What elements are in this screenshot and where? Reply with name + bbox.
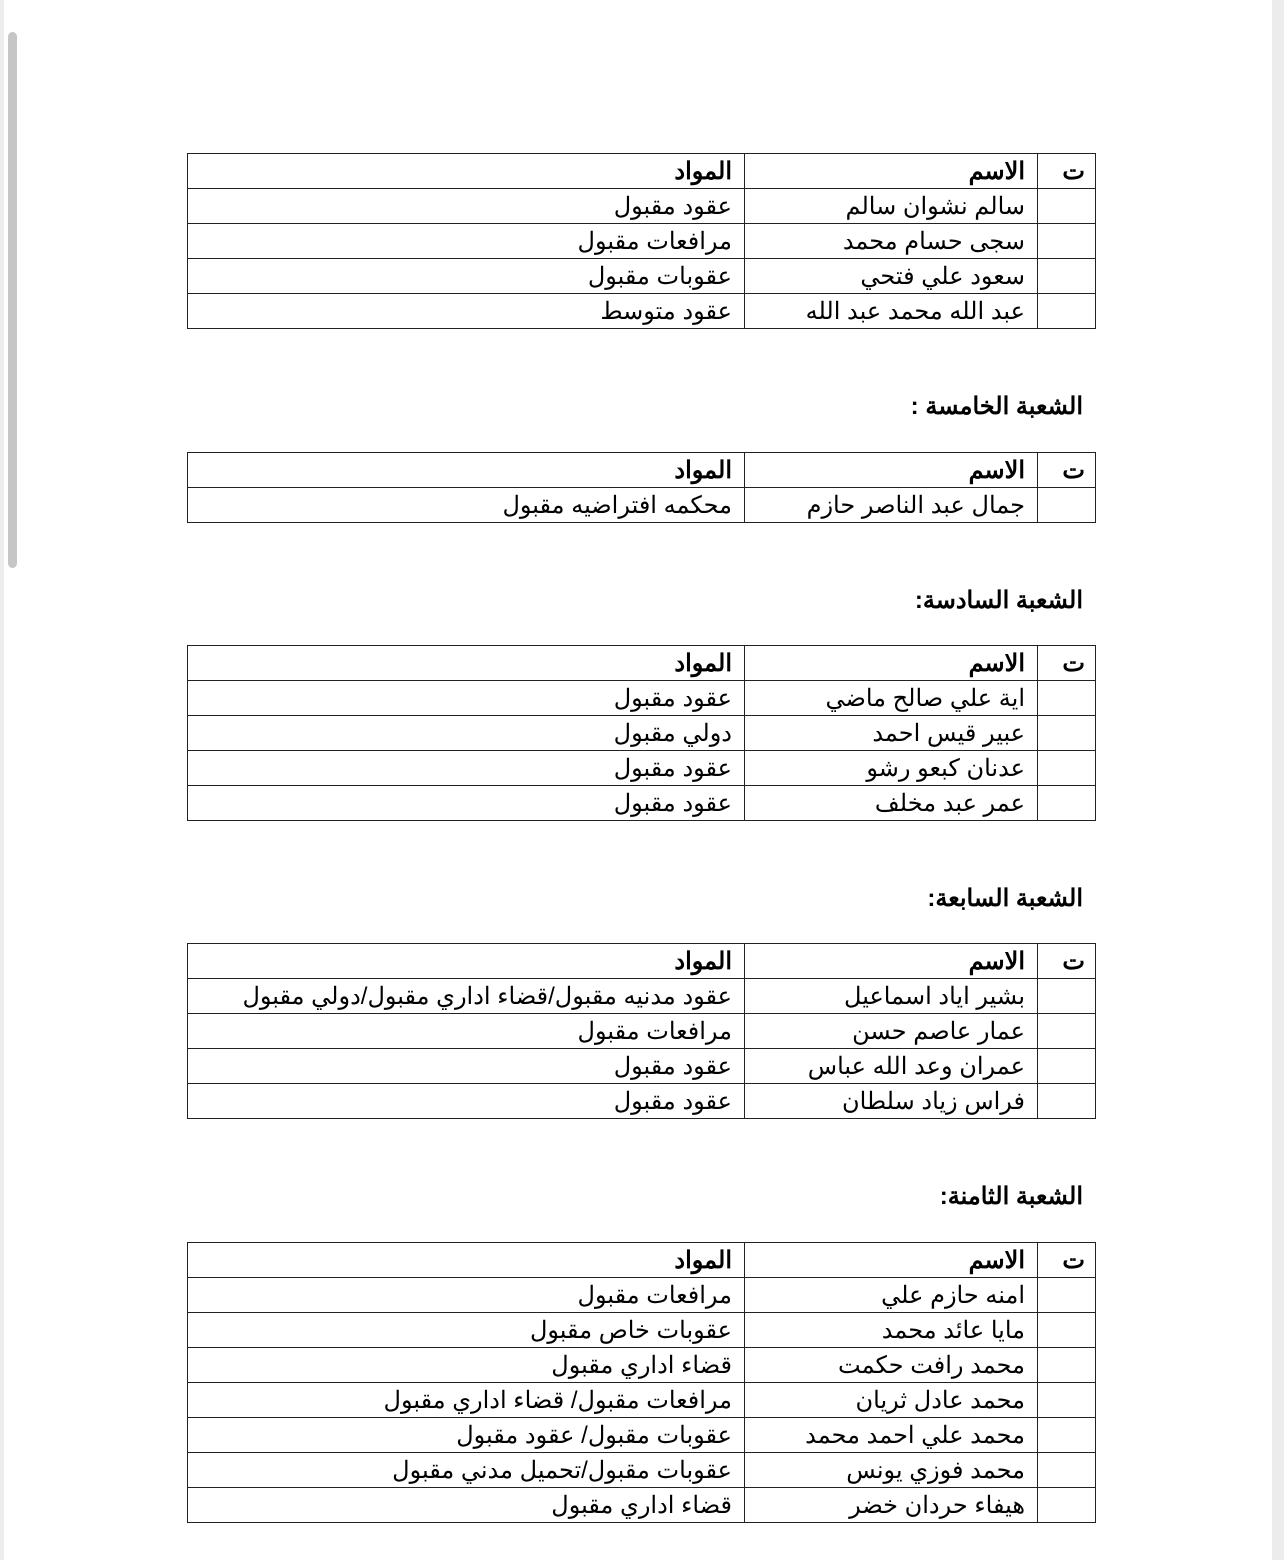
table-header-row — [188, 944, 1096, 979]
student-name-cell: امنه حازم علي — [745, 1278, 1038, 1313]
students-table — [187, 645, 1096, 821]
serial-cell — [1038, 189, 1096, 224]
subjects-cell: عقوبات مقبول/ عقود مقبول — [188, 1418, 745, 1453]
table-row — [188, 1348, 1096, 1383]
table-row — [188, 1278, 1096, 1313]
student-name-cell: سالم نشوان سالم — [745, 189, 1038, 224]
subjects-cell: قضاء اداري مقبول — [188, 1348, 745, 1383]
table-header-row — [188, 154, 1096, 189]
serial-cell — [1038, 716, 1096, 751]
table-header-row — [188, 1243, 1096, 1278]
subjects-cell: عقوبات خاص مقبول — [188, 1313, 745, 1348]
header-name: الاسم — [745, 154, 1038, 189]
table-row — [188, 1084, 1096, 1119]
serial-cell — [1038, 1313, 1096, 1348]
header-t: ت — [1038, 453, 1096, 488]
serial-cell — [1038, 224, 1096, 259]
student-name-cell: عمر عبد مخلف — [745, 786, 1038, 821]
student-name-cell: محمد رافت حكمت — [745, 1348, 1038, 1383]
header-subjects: المواد — [188, 154, 745, 189]
serial-cell — [1038, 488, 1096, 523]
serial-cell — [1038, 1418, 1096, 1453]
student-name-cell: عمران وعد الله عباس — [745, 1049, 1038, 1084]
serial-cell — [1038, 786, 1096, 821]
student-name-cell: فراس زياد سلطان — [745, 1084, 1038, 1119]
serial-cell — [1038, 1049, 1096, 1084]
student-name-cell: محمد فوزي يونس — [745, 1453, 1038, 1488]
serial-cell — [1038, 751, 1096, 786]
subjects-cell: دولي مقبول — [188, 716, 745, 751]
subjects-cell: عقود مقبول — [188, 786, 745, 821]
student-name-cell: سجى حسام محمد — [745, 224, 1038, 259]
table-row — [188, 1014, 1096, 1049]
subjects-cell: مرافعات مقبول — [188, 1278, 745, 1313]
subjects-cell: عقود مقبول — [188, 751, 745, 786]
subjects-cell: عقود متوسط — [188, 294, 745, 329]
student-name-cell: جمال عبد الناصر حازم — [745, 488, 1038, 523]
header-name: الاسم — [745, 453, 1038, 488]
header-name: الاسم — [745, 646, 1038, 681]
student-name-cell: عبد الله محمد عبد الله — [745, 294, 1038, 329]
section-heading: الشعبة الخامسة : — [910, 393, 1083, 420]
student-name-cell: عدنان كبعو رشو — [745, 751, 1038, 786]
header-subjects: المواد — [188, 646, 745, 681]
table-row — [188, 189, 1096, 224]
section-heading: الشعبة السادسة: — [914, 587, 1083, 614]
student-name-cell: هيفاء حردان خضر — [745, 1488, 1038, 1523]
subjects-cell: عقود مقبول — [188, 1084, 745, 1119]
student-name-cell: عمار عاصم حسن — [745, 1014, 1038, 1049]
table-row — [188, 488, 1096, 523]
table-row — [188, 294, 1096, 329]
header-subjects: المواد — [188, 1243, 745, 1278]
table-header-row — [188, 453, 1096, 488]
header-t: ت — [1038, 154, 1096, 189]
section-heading: الشعبة الثامنة: — [939, 1183, 1083, 1210]
serial-cell — [1038, 1348, 1096, 1383]
subjects-cell: مرافعات مقبول — [188, 1014, 745, 1049]
serial-cell — [1038, 1014, 1096, 1049]
student-name-cell: عبير قيس احمد — [745, 716, 1038, 751]
student-name-cell: بشير اياد اسماعيل — [745, 979, 1038, 1014]
table-row — [188, 1383, 1096, 1418]
serial-cell — [1038, 259, 1096, 294]
subjects-cell: عقوبات مقبول — [188, 259, 745, 294]
subjects-cell: قضاء اداري مقبول — [188, 1488, 745, 1523]
serial-cell — [1038, 1278, 1096, 1313]
subjects-cell: عقود مقبول — [188, 189, 745, 224]
subjects-cell: مرافعات مقبول — [188, 224, 745, 259]
subjects-cell: عقود مقبول — [188, 1049, 745, 1084]
table-row — [188, 979, 1096, 1014]
vertical-scrollbar[interactable] — [8, 32, 17, 568]
student-name-cell: سعود علي فتحي — [745, 259, 1038, 294]
serial-cell — [1038, 979, 1096, 1014]
header-subjects: المواد — [188, 453, 745, 488]
students-table — [187, 1242, 1096, 1523]
students-table — [187, 943, 1096, 1119]
student-name-cell: مايا عائد محمد — [745, 1313, 1038, 1348]
header-t: ت — [1038, 944, 1096, 979]
table-row — [188, 1418, 1096, 1453]
subjects-cell: مرافعات مقبول/ قضاء اداري مقبول — [188, 1383, 745, 1418]
table-row — [188, 224, 1096, 259]
subjects-cell: محكمه افتراضيه مقبول — [188, 488, 745, 523]
header-t: ت — [1038, 646, 1096, 681]
serial-cell — [1038, 1453, 1096, 1488]
section-heading: الشعبة السابعة: — [927, 885, 1083, 912]
student-name-cell: محمد عادل ثريان — [745, 1383, 1038, 1418]
table-row — [188, 786, 1096, 821]
table-row — [188, 1488, 1096, 1523]
serial-cell — [1038, 1084, 1096, 1119]
subjects-cell: عقوبات مقبول/تحميل مدني مقبول — [188, 1453, 745, 1488]
student-name-cell: محمد علي احمد محمد — [745, 1418, 1038, 1453]
header-t: ت — [1038, 1243, 1096, 1278]
table-row — [188, 751, 1096, 786]
table-row — [188, 259, 1096, 294]
subjects-cell: عقود مقبول — [188, 681, 745, 716]
table-row — [188, 1313, 1096, 1348]
serial-cell — [1038, 681, 1096, 716]
students-table — [187, 452, 1096, 523]
table-row — [188, 681, 1096, 716]
students-table — [187, 153, 1096, 329]
table-header-row — [188, 646, 1096, 681]
header-name: الاسم — [745, 1243, 1038, 1278]
serial-cell — [1038, 1383, 1096, 1418]
table-row — [188, 716, 1096, 751]
header-subjects: المواد — [188, 944, 745, 979]
table-row — [188, 1453, 1096, 1488]
subjects-cell: عقود مدنيه مقبول/قضاء اداري مقبول/دولي مقبول — [188, 979, 745, 1014]
serial-cell — [1038, 1488, 1096, 1523]
serial-cell — [1038, 294, 1096, 329]
table-row — [188, 1049, 1096, 1084]
student-name-cell: اية علي صالح ماضي — [745, 681, 1038, 716]
header-name: الاسم — [745, 944, 1038, 979]
